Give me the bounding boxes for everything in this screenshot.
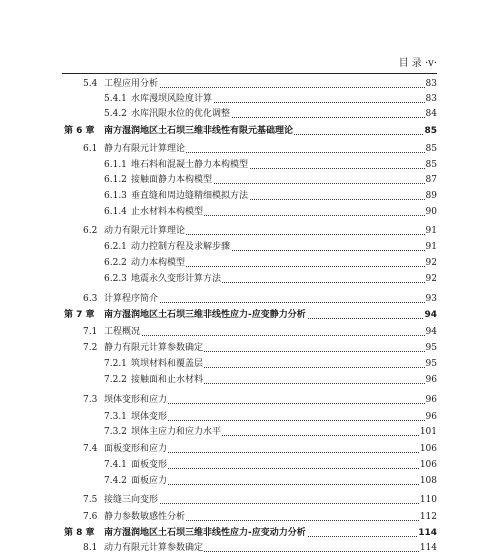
toc-entry-title: 地震永久变形计算方法	[131, 274, 222, 284]
toc-entry-page: 90	[425, 207, 437, 217]
toc-entry-page: 114	[418, 528, 437, 538]
toc-entry-title: 面板变形和应力	[104, 444, 168, 454]
toc-entry-page: 101	[419, 427, 437, 437]
toc-entry-page: 94	[425, 327, 437, 337]
toc-entry-page: 91	[425, 226, 437, 236]
toc-entry-number: 6.1.1	[104, 160, 127, 170]
toc-subsection-entry[interactable]	[0, 425, 500, 439]
toc-entry-page: 96	[425, 375, 437, 385]
toc-entry-title: 止水材料本构模型	[131, 207, 204, 217]
toc-entry-title: 垂直缝和周边缝精细模拟方法	[131, 191, 249, 201]
toc-entry-title: 动力控制方程及求解步骤	[131, 242, 231, 252]
toc-section-entry[interactable]	[0, 510, 500, 524]
toc-entry-page: 95	[425, 359, 437, 369]
toc-entry-page: 85	[425, 160, 437, 170]
toc-subsection-entry[interactable]	[0, 373, 500, 387]
toc-subsection-entry[interactable]	[0, 256, 500, 270]
toc-entry-number: 6.2.1	[104, 242, 127, 252]
toc-entry-title: 动力本构模型	[131, 258, 186, 268]
toc-entry-title: 接触面静力本构模型	[131, 175, 213, 185]
toc-entry-title: 筑坝材料和覆盖层	[131, 359, 204, 369]
toc-entry-number: 7.6	[83, 512, 98, 522]
toc-entry-page: 91	[425, 242, 437, 252]
toc-entry-number: 7.4.1	[104, 460, 127, 470]
toc-entry-page: 83	[425, 79, 437, 89]
toc-entry-number: 6.1.4	[104, 207, 127, 217]
toc-entry-title: 坝体变形和应力	[104, 395, 168, 405]
toc-chapter-entry[interactable]	[0, 124, 500, 138]
toc-entry-title: 静力有限元计算参数确定	[104, 343, 204, 353]
toc-entry-title: 接触面和止水材料	[131, 375, 204, 385]
toc-entry-title: 水库汛限水位的优化调整	[131, 109, 231, 119]
toc-entry-page: 83	[425, 94, 437, 104]
toc-entry-page: 87	[425, 175, 437, 185]
toc-entry-title: 面板应力	[131, 476, 168, 486]
toc-entry-page: 93	[425, 294, 437, 304]
toc-entry-number: 7.2.2	[104, 375, 127, 385]
toc-section-entry[interactable]	[0, 442, 500, 456]
toc-leader-dots	[131, 419, 435, 421]
toc-entry-title: 南方湿润地区土石坝三维非线性应力-应变静力分析	[104, 310, 306, 320]
toc-section-entry[interactable]	[0, 77, 500, 91]
toc-entry-number: 7.4	[83, 444, 98, 454]
toc-entry-number: 7.2.1	[104, 359, 127, 369]
toc-section-entry[interactable]	[0, 393, 500, 407]
toc-entry-number: 7.1	[83, 327, 98, 337]
toc-entry-number: 7.5	[83, 495, 98, 505]
toc-leader-dots	[104, 334, 435, 336]
toc-entry-title: 动力有限元计算理论	[104, 226, 186, 236]
toc-entry-page: 92	[425, 258, 437, 268]
toc-entry-page: 114	[419, 543, 437, 553]
toc-entry-title: 水库漫坝风险度计算	[131, 94, 213, 104]
toc-entry-number: 6.1.2	[104, 175, 127, 185]
toc-entry-page: 112	[419, 512, 437, 522]
toc-entry-number: 6.1.3	[104, 191, 127, 201]
toc-subsection-entry[interactable]	[0, 107, 500, 121]
toc-entry-title: 动力有限元计算参数确定	[104, 543, 204, 553]
toc-entry-page: 106	[419, 460, 437, 470]
toc-leader-dots	[131, 483, 435, 485]
toc-entry-number: 7.3	[83, 395, 98, 405]
toc-section-entry[interactable]	[0, 341, 500, 355]
toc-entry-title: 南方湿润地区土石坝三维非线性应力-应变动力分析	[104, 528, 306, 538]
toc-entry-number: 7.3.1	[104, 412, 127, 422]
toc-entry-page: 95	[425, 343, 437, 353]
toc-entry-number: 6.1	[83, 144, 98, 154]
toc-subsection-entry[interactable]	[0, 158, 500, 172]
toc-entry-page: 94	[424, 310, 437, 320]
toc-entry-title: 堆石料和混凝土静力本构模型	[131, 160, 249, 170]
toc-entry-page: 85	[424, 126, 437, 136]
toc-chapter-entry[interactable]	[0, 526, 500, 540]
toc-entry-page: 89	[425, 191, 437, 201]
toc-entry-title: 坝体主应力和应力水平	[131, 427, 222, 437]
toc-entry-page: 110	[419, 495, 437, 505]
toc-subsection-entry[interactable]	[0, 205, 500, 219]
toc-entry-number: 5.4.2	[104, 109, 127, 119]
toc-section-entry[interactable]	[0, 541, 500, 555]
toc-subsection-entry[interactable]	[0, 92, 500, 106]
toc-entry-page: 85	[425, 144, 437, 154]
toc-subsection-entry[interactable]	[0, 189, 500, 203]
toc-entry-title: 南方湿润地区土石坝三维非线性有限元基础理论	[104, 126, 294, 136]
toc-entry-number: 8.1	[83, 543, 98, 553]
toc-subsection-entry[interactable]	[0, 240, 500, 254]
toc-entry-title: 面板变形	[131, 460, 168, 470]
toc-section-entry[interactable]	[0, 142, 500, 156]
toc-chapter-entry[interactable]	[0, 308, 500, 322]
toc-entry-page: 96	[425, 412, 437, 422]
page-header: 目 录 ·v·	[398, 58, 437, 69]
toc-entry-page: 92	[425, 274, 437, 284]
toc-entry-number: 6.2	[83, 226, 98, 236]
toc-entry-number: 第 8 章	[64, 528, 95, 538]
toc-section-entry[interactable]	[0, 325, 500, 339]
toc-entry-number: 第 7 章	[64, 310, 95, 320]
toc-section-entry[interactable]	[0, 224, 500, 238]
toc-entry-number: 6.2.3	[104, 274, 127, 284]
toc-entry-number: 5.4.1	[104, 94, 127, 104]
toc-entry-title: 工程概况	[104, 327, 141, 337]
toc-entry-number: 7.3.2	[104, 427, 127, 437]
toc-entry-title: 坝体变形	[131, 412, 168, 422]
toc-entry-number: 6.2.2	[104, 258, 127, 268]
toc-entry-number: 7.2	[83, 343, 98, 353]
toc-entry-title: 接缝三向变形	[104, 495, 159, 505]
toc-entry-number: 6.3	[83, 294, 98, 304]
toc-leader-dots	[131, 467, 435, 469]
toc-entry-page: 96	[425, 395, 437, 405]
toc-entry-page: 108	[419, 476, 437, 486]
toc-subsection-entry[interactable]	[0, 173, 500, 187]
toc-subsection-entry[interactable]	[0, 357, 500, 371]
toc-entry-title: 计算程序简介	[104, 294, 159, 304]
toc-entry-number: 第 6 章	[64, 126, 95, 136]
toc-entry-page: 106	[419, 444, 437, 454]
toc-entry-title: 静力参数敏感性分析	[104, 512, 186, 522]
toc-entry-title: 静力有限元计算理论	[104, 144, 186, 154]
toc-entry-number: 5.4	[83, 79, 98, 89]
toc-entry-page: 84	[425, 109, 437, 119]
toc-entry-number: 7.4.2	[104, 476, 127, 486]
toc-section-entry[interactable]	[0, 493, 500, 507]
toc-section-entry[interactable]	[0, 292, 500, 306]
toc-subsection-entry[interactable]	[0, 272, 500, 286]
toc-subsection-entry[interactable]	[0, 458, 500, 472]
toc-subsection-entry[interactable]	[0, 474, 500, 488]
toc-subsection-entry[interactable]	[0, 410, 500, 424]
toc-entry-title: 工程应用分析	[104, 79, 159, 89]
